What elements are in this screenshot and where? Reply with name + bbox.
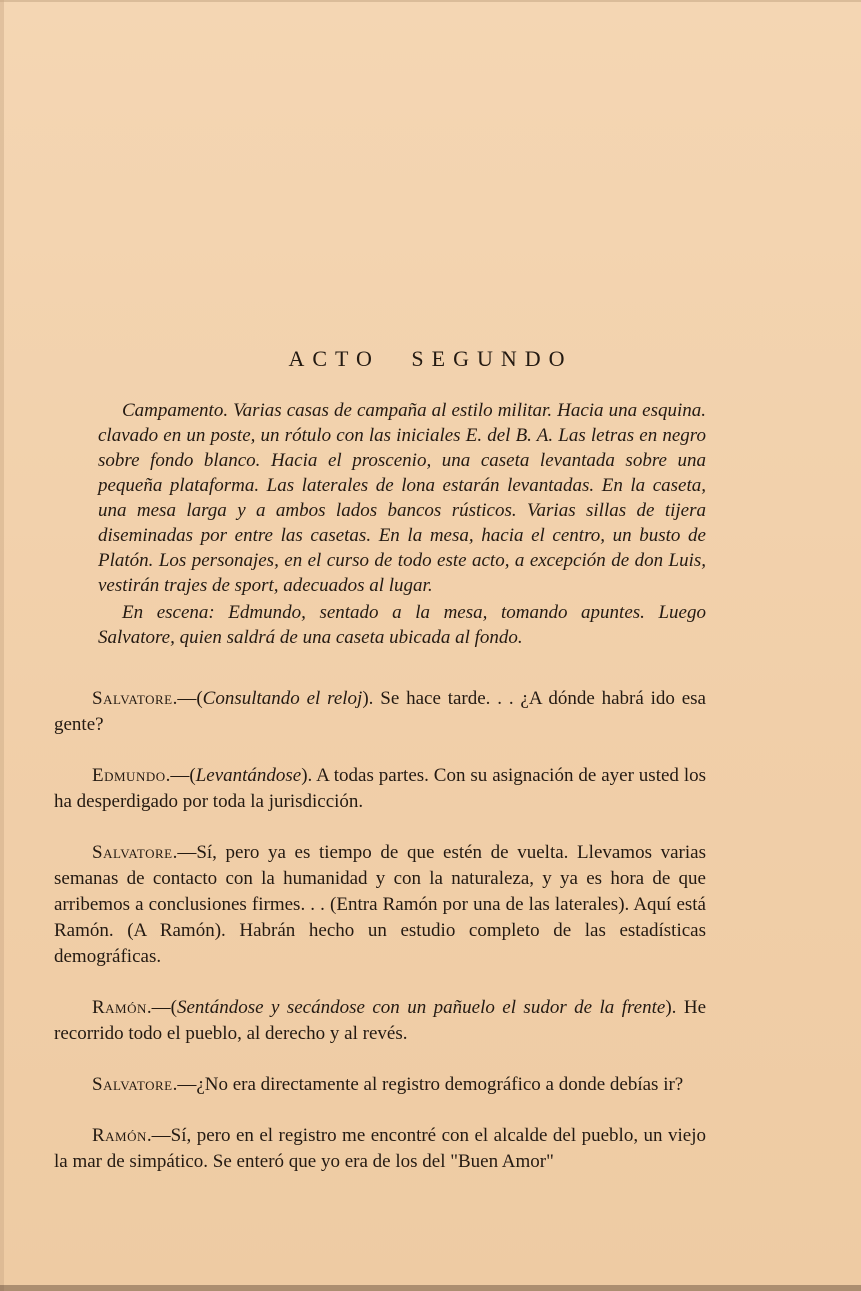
dialogue-block xyxy=(54,686,706,1200)
stage-note: Levantándose xyxy=(195,765,302,786)
dialogue-line: Edmundo.—(Levantándose). A todas partes. Con su asignación de ayer usted los ha desperdigado por toda la jurisdicción. xyxy=(54,765,706,812)
stage-direction-paragraph: Campamento. Varias casas de campaña al estilo militar. Hacia una esquina. clavado en un poste, un rótulo con las iniciales E. del B. A. Las letras en negro sobre fondo blanco. Hacia el proscenio, una caseta levantada sobre una pequeña plataforma. Las laterales de lona estarán levantadas. En la caseta, una mesa larga y a ambos lados bancos rústicos. Varias sillas de tijera diseminadas por entre las casetas. En la mesa, hacia el centro, un busto de Platón. Los personajes, en el curso de todo este acto, a excepción de don Luis, vestirán trajes de sport, adecuados al lugar. xyxy=(98,400,706,596)
dialogue-line: Salvatore.—(Consultando el reloj). Se hace tarde. . . ¿A dónde habrá ido esa gente? xyxy=(54,688,706,735)
page-bottom-edge xyxy=(0,1285,861,1291)
stage-note: Consultando el reloj xyxy=(202,688,363,709)
dialogue-line: Salvatore.—Sí, pero ya es tiempo de que estén de vuelta. Llevamos varias semanas de contacto con la humanidad y con la naturaleza, y ya es hora de que arribemos a conclusiones firmes. . . (Entra Ramón por una de las laterales). Aquí está Ramón. (A Ramón). Habrán hecho un estudio completo de las estadísticas demográficas. xyxy=(54,842,706,967)
stage-directions xyxy=(98,398,706,650)
page-left-edge xyxy=(0,0,4,1291)
speaker-name: Salvatore xyxy=(92,688,173,709)
stage-direction-paragraph: En escena: Edmundo, sentado a la mesa, tomando apuntes. Luego Salvatore, quien saldrá de una caseta ubicada al fondo. xyxy=(98,602,706,648)
act-title: ACTO SEGUNDO xyxy=(288,346,573,371)
dialogue-text: ). He recorrido todo el pueblo, al derecho y al revés. xyxy=(54,997,707,1044)
dialogue-line: Ramón.—(Sentándose y secándose con un pañuelo el sudor de la frente). He recorrido todo el pueblo, al derecho y al revés. xyxy=(54,997,707,1044)
page-top-edge xyxy=(0,0,861,2)
dialogue-text: Sí, pero en el registro me encontré con el alcalde del pueblo, un viejo la mar de simpático. Se enteró que yo era de los del "Buen Amor" xyxy=(54,1125,706,1172)
speaker-name: Ramón xyxy=(92,1125,147,1146)
dialogue-text: Sí, pero ya es tiempo de que estén de vuelta. Llevamos varias semanas de contacto con la humanidad y con la naturaleza, y ya es hora de que arribemos a conclusiones firmes. . . (Entra Ramón por una de las laterales). Aquí está Ramón. (A Ramón). Habrán hecho un estudio completo de las estadísticas demográficas. xyxy=(54,842,706,967)
dialogue-text: ). A todas partes. Con su asignación de ayer usted los ha desperdigado por toda la jurisdicción. xyxy=(54,765,706,812)
dialogue-line: Ramón.—Sí, pero en el registro me encontré con el alcalde del pueblo, un viejo la mar de simpático. Se enteró que yo era de los del "Buen Amor" xyxy=(54,1125,706,1172)
speaker-name: Salvatore xyxy=(92,842,173,863)
stage-note: Sentándose y secándose con un pañuelo el sudor de la frente xyxy=(176,997,666,1018)
dialogue-text: ¿No era directamente al registro demográfico a donde debías ir? xyxy=(196,1074,684,1095)
speaker-name: Ramón xyxy=(92,997,147,1018)
dialogue-line: Salvatore.—¿No era directamente al registro demográfico a donde debías ir? xyxy=(92,1074,684,1095)
speaker-name: Salvatore xyxy=(92,1074,173,1095)
dialogue-text: ). Se hace tarde. . . ¿A dónde habrá ido esa gente? xyxy=(54,688,706,735)
speaker-name: Edmundo xyxy=(92,765,166,786)
